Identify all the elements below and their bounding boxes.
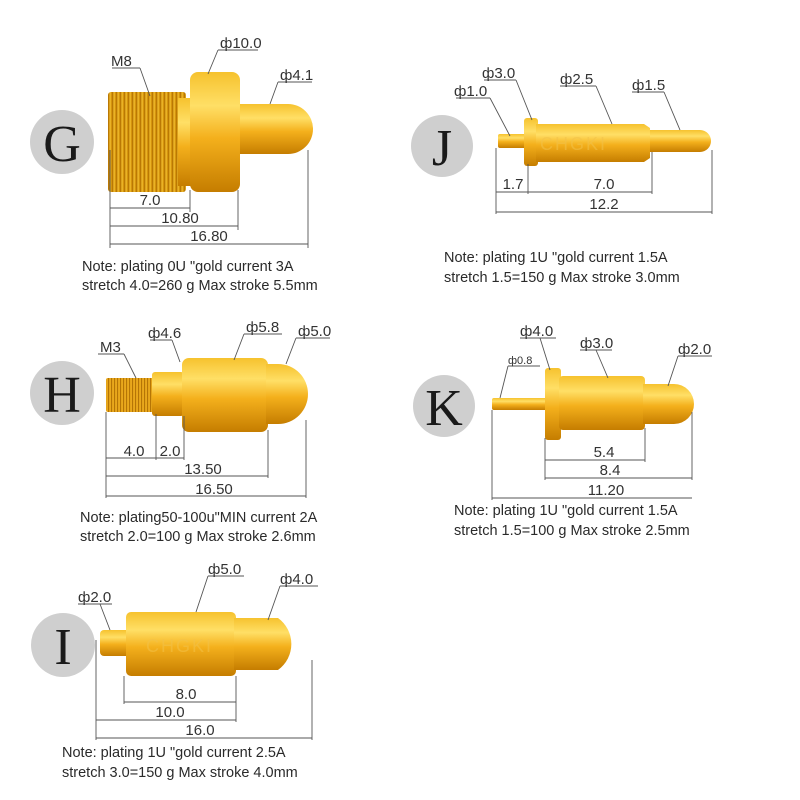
label-j-d2: ф3.0 [482, 65, 516, 82]
dim-j-3: 12.2 [589, 196, 619, 213]
note-k-line2: stretch 1.5=100 g Max stroke 2.5mm [454, 523, 690, 539]
note-g-line1: Note: plating 0U "gold current 3A [82, 259, 294, 275]
note-h-line2: stretch 2.0=100 g Max stroke 2.6mm [80, 529, 316, 545]
label-i-d2: ф5.0 [208, 561, 242, 578]
pin-h-body [106, 358, 308, 432]
watermark-i: CHGKI [146, 636, 214, 656]
letter-k: K [425, 380, 463, 437]
label-j-d1: ф1.0 [454, 83, 488, 100]
pin-i-body [100, 612, 291, 676]
dim-h-1: 4.0 [123, 443, 145, 460]
dim-i-3: 16.0 [185, 722, 215, 739]
label-h-thread: M3 [100, 339, 121, 356]
pin-g-body [108, 72, 313, 192]
pin-i [31, 561, 318, 781]
label-j-d4: ф1.5 [632, 77, 666, 94]
dim-k-3: 11.20 [587, 482, 625, 499]
letter-i: I [54, 619, 72, 676]
dim-h-4: 16.50 [195, 481, 233, 498]
letter-g: G [43, 116, 81, 173]
dim-k-1: 5.4 [593, 444, 615, 461]
note-j-line2: stretch 1.5=150 g Max stroke 3.0mm [444, 270, 680, 286]
label-i-d3: ф4.0 [280, 571, 314, 588]
pin-h [30, 319, 331, 545]
dim-i-2: 10.0 [155, 704, 185, 721]
label-k-d3: ф3.0 [580, 335, 614, 352]
dim-j-1: 1.7 [502, 176, 524, 193]
note-g-line2: stretch 4.0=260 g Max stroke 5.5mm [82, 278, 318, 294]
dim-h-3: 13.50 [184, 461, 222, 478]
letter-h: H [43, 367, 81, 424]
pin-j-body [498, 118, 711, 166]
label-h-d2: ф5.8 [246, 319, 280, 336]
note-h-line1: Note: plating50-100u"MIN current 2A [80, 510, 318, 526]
dim-g-3: 16.80 [190, 228, 228, 245]
label-k-d4: ф2.0 [678, 341, 712, 358]
pin-g [30, 35, 318, 294]
note-i-line2: stretch 3.0=150 g Max stroke 4.0mm [62, 765, 298, 781]
pin-k [413, 323, 712, 539]
dim-j-2: 7.0 [593, 176, 615, 193]
letter-j: J [431, 120, 453, 177]
label-g-thread: M8 [111, 53, 132, 70]
label-g-d2: ф4.1 [280, 67, 314, 84]
note-k-line1: Note: plating 1U "gold current 1.5A [454, 503, 678, 519]
label-h-d1: ф4.6 [148, 325, 182, 342]
label-h-d3: ф5.0 [298, 323, 332, 340]
label-j-d3: ф2.5 [560, 71, 594, 88]
dim-i-1: 8.0 [175, 686, 197, 703]
note-i-line1: Note: plating 1U "gold current 2.5A [62, 745, 286, 761]
dim-h-2: 2.0 [159, 443, 181, 460]
pin-k-body [492, 368, 694, 440]
label-g-d1: ф10.0 [220, 35, 262, 52]
watermark-j: CHGKI [540, 134, 608, 154]
dim-g-1: 7.0 [139, 192, 161, 209]
dim-k-2: 8.4 [599, 462, 621, 479]
label-i-d1: ф2.0 [78, 589, 112, 606]
dim-g-2: 10.80 [161, 210, 199, 227]
label-k-d1: ф0.8 [508, 355, 533, 367]
pin-j [411, 65, 712, 286]
label-k-d2: ф4.0 [520, 323, 554, 340]
note-j-line1: Note: plating 1U "gold current 1.5A [444, 250, 668, 266]
